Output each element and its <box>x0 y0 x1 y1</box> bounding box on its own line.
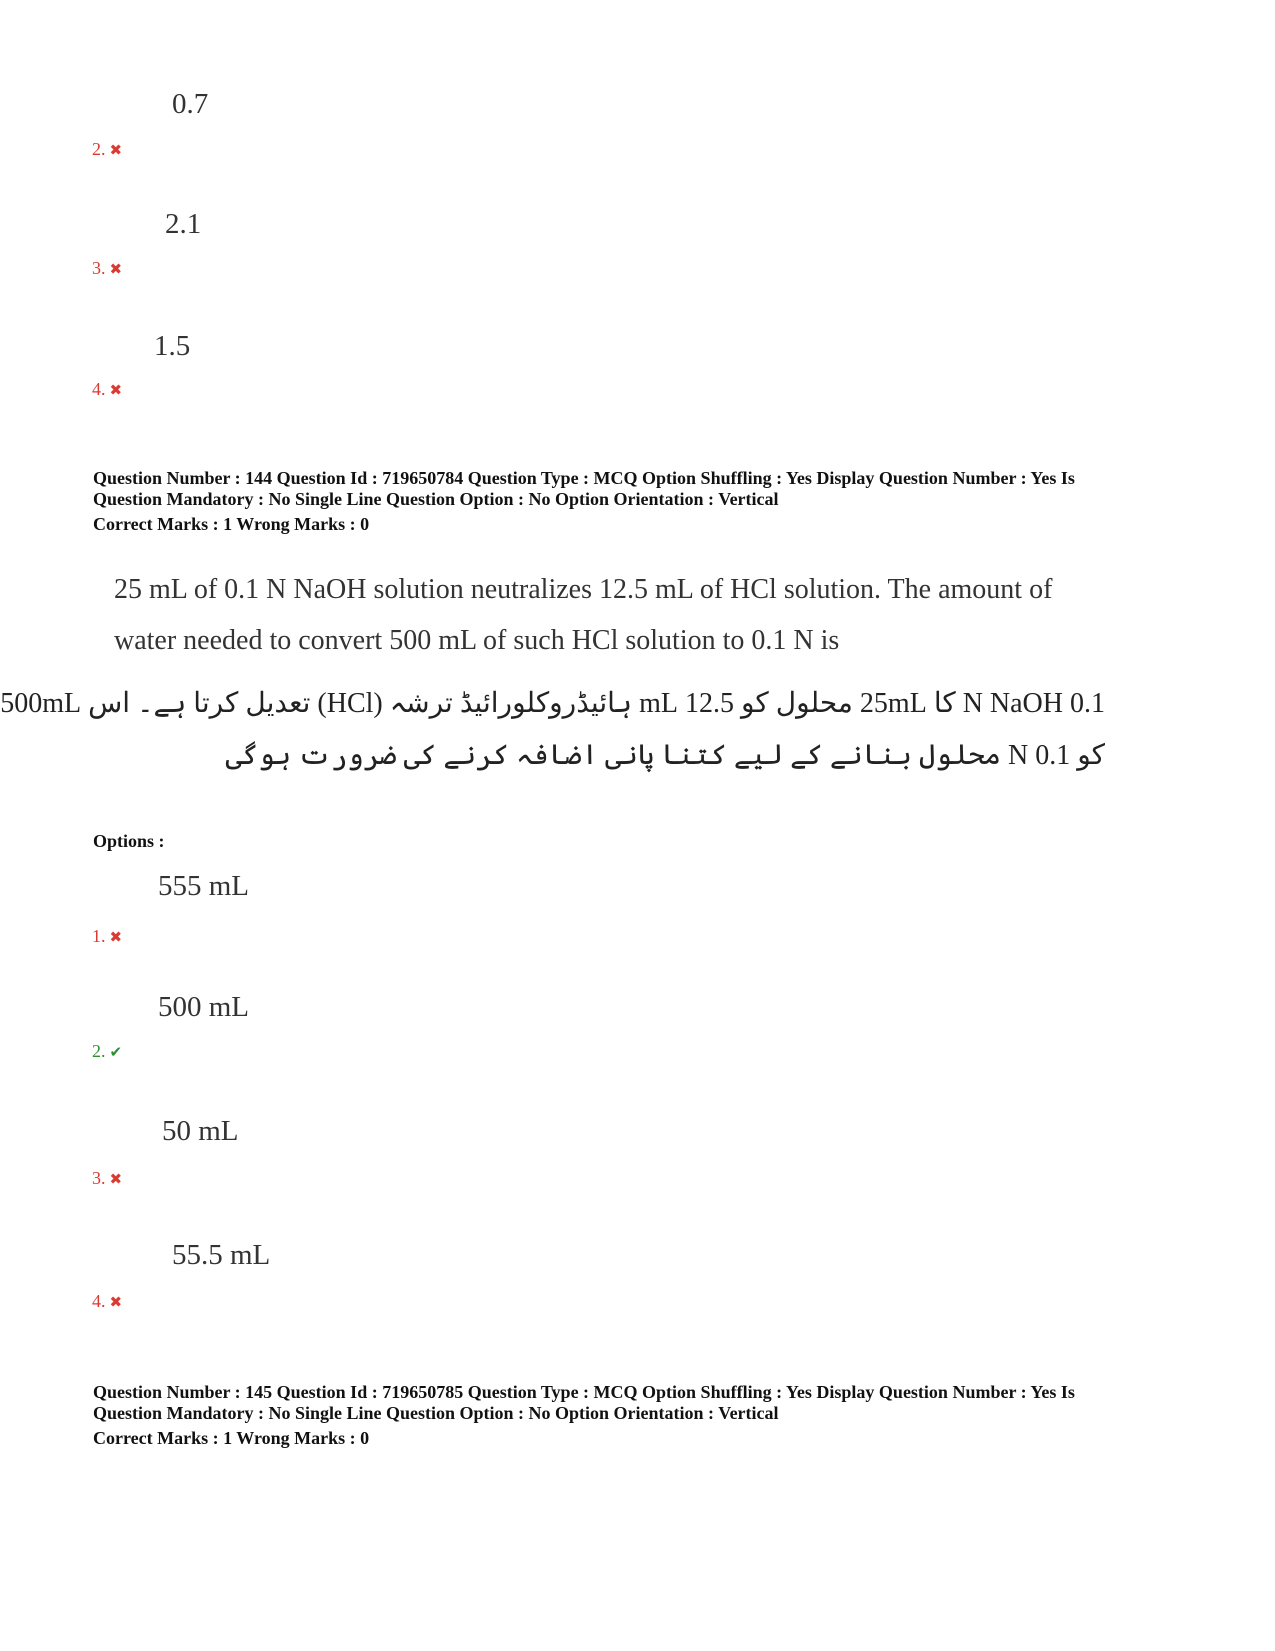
q144-text-en-line1: 25 mL of 0.1 N NaOH solution neutralizes 12.5 mL of HCl solution. The amount of <box>114 574 1053 605</box>
prev-option-4-number <box>92 379 122 400</box>
q144-marks: Correct Marks : 1 Wrong Marks : 0 <box>93 514 370 534</box>
q144-option-1-number <box>92 926 122 947</box>
option-number: 3. <box>92 1168 106 1188</box>
wrong-cross-icon: ✖ <box>109 1295 123 1311</box>
prev-option-2-value: 0.7 <box>172 88 209 120</box>
correct-check-icon: ✔ <box>109 1045 123 1061</box>
q144-text-ur-line2: کو 0.1 N محلول بنانے کے لیے کتنا پانی اضافہ کرنے کی ضرورت ہوگی <box>225 740 1105 771</box>
q144-option-2-value: 500 mL <box>158 991 250 1023</box>
wrong-cross-icon: ✖ <box>109 383 123 399</box>
wrong-cross-icon: ✖ <box>109 930 123 946</box>
q144-text-en-line2: water needed to convert 500 mL of such HCl solution to 0.1 N is <box>114 625 840 656</box>
options-label: Options : <box>93 831 165 851</box>
q145-meta <box>93 1382 1075 1424</box>
option-number: 3. <box>92 258 106 278</box>
q144-option-3-value: 50 mL <box>162 1115 239 1147</box>
option-number: 2. <box>92 139 106 159</box>
q144-meta-line2: Question Mandatory : No Single Line Question Option : No Option Orientation : Vertical <box>93 489 779 509</box>
q144-meta <box>93 468 1075 510</box>
q144-option-2-number <box>92 1041 122 1062</box>
q144-option-4-number <box>92 1291 122 1312</box>
prev-option-3-number <box>92 258 122 279</box>
wrong-cross-icon: ✖ <box>109 1172 123 1188</box>
q145-meta-line2: Question Mandatory : No Single Line Question Option : No Option Orientation : Vertical <box>93 1403 779 1423</box>
option-number: 4. <box>92 1291 106 1311</box>
q144-option-3-number <box>92 1168 122 1189</box>
option-number: 4. <box>92 379 106 399</box>
q144-meta-line1: Question Number : 144 Question Id : 719650784 Question Type : MCQ Option Shuffling : Yes Display Question Number : Yes Is <box>93 468 1075 488</box>
q144-option-1-value: 555 mL <box>158 870 250 902</box>
prev-option-2-number <box>92 139 122 160</box>
option-number: 2. <box>92 1041 106 1061</box>
q145-marks: Correct Marks : 1 Wrong Marks : 0 <box>93 1428 370 1448</box>
q144-option-4-value: 55.5 mL <box>172 1239 271 1271</box>
q145-meta-line1: Question Number : 145 Question Id : 719650785 Question Type : MCQ Option Shuffling : Yes Display Question Number : Yes Is <box>93 1382 1075 1402</box>
option-number: 1. <box>92 926 106 946</box>
prev-option-4-value: 1.5 <box>154 330 191 362</box>
prev-option-3-value: 2.1 <box>165 208 202 240</box>
wrong-cross-icon: ✖ <box>109 262 123 278</box>
wrong-cross-icon: ✖ <box>109 143 123 159</box>
q144-text-ur-line1: 0.1 N NaOH کا 25mL محلول کو 12.5 mL ہائیڈروکلورائیڈ ترشہ (HCl) تعدیل کرتا ہے۔ اس 500mL <box>0 688 1105 719</box>
